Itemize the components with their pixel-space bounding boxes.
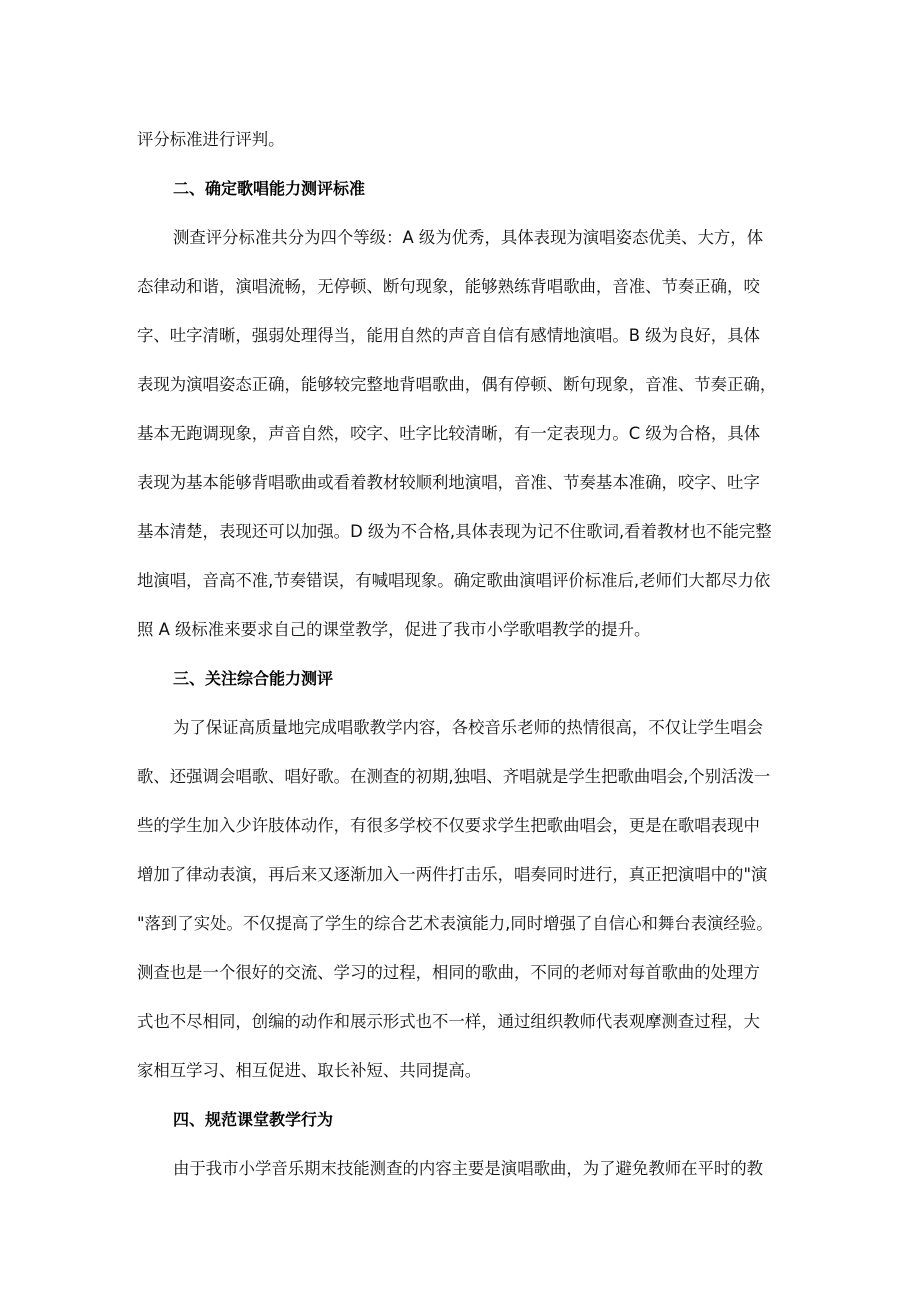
- paragraph-line: 由于我市小学音乐期末技能测查的内容主要是演唱歌曲，为了避免教师在平时的教: [173, 1159, 764, 1178]
- paragraph-line: 家相互学习、相互促进、取长补短、共同提高。: [137, 1061, 482, 1080]
- paragraph-line: 字、吐字清晰，强弱处理得当，能用自然的声音自信有感情地演唱。B 级为良好，具体: [137, 326, 760, 345]
- paragraph-line: 测查也是一个很好的交流、学习的过程，相同的歌曲，不同的老师对每首歌曲的处理方: [137, 963, 760, 982]
- paragraph-line: 态律动和谐，演唱流畅，无停顿、断句现象，能够熟练背唱歌曲，音准、节奏正确，咬: [137, 277, 760, 296]
- paragraph-line: 歌、还强调会唱歌、唱好歌。在测查的初期,独唱、齐唱就是学生把歌曲唱会,个别活泼一: [137, 767, 771, 786]
- section-heading: 二、确定歌唱能力测评标准: [173, 179, 366, 198]
- paragraph-line: "落到了实处。不仅提高了学生的综合艺术表演能力,同时增强了自信心和舞台表演经验。: [137, 914, 773, 933]
- paragraph-line: 为了保证高质量地完成唱歌教学内容，各校音乐老师的热情很高，不仅让学生唱会: [173, 718, 764, 737]
- paragraph-line: 基本无跑调现象，声音自然，咬字、吐字比较清晰，有一定表现力。C 级为合格，具体: [137, 424, 761, 443]
- paragraph-line: 表现为基本能够背唱歌曲或看着教材较顺利地演唱，音准、节奏基本准确，咬字、吐字: [137, 473, 760, 492]
- paragraph-line: 基本清楚，表现还可以加强。D 级为不合格,具体表现为记不住歌词,看着教材也不能完整: [137, 522, 772, 541]
- paragraph-line: 些的学生加入少许肢体动作，有很多学校不仅要求学生把歌曲唱会，更是在歌唱表现中: [137, 816, 760, 835]
- section-heading: 四、规范课堂教学行为: [173, 1110, 334, 1129]
- paragraph-line: 地演唱，音高不准,节奏错误，有喊唱现象。确定歌曲演唱评价标准后,老师们大都尽力依: [137, 571, 771, 590]
- paragraph-line: 式也不尽相同，创编的动作和展示形式也不一样，通过组织教师代表观摩测查过程，大: [137, 1012, 760, 1031]
- paragraph-line: 表现为演唱姿态正确，能够较完整地背唱歌曲，偶有停顿、断句现象，音准、节奏正确，: [137, 375, 777, 394]
- section-heading: 三、关注综合能力测评: [173, 669, 334, 688]
- paragraph-line: 评分标准进行评判。: [137, 130, 285, 149]
- paragraph-line: 增加了律动表演，再后来又逐渐加入一两件打击乐，唱奏同时进行，真正把演唱中的"演: [137, 865, 768, 884]
- paragraph-line: 照 A 级标准来要求自己的课堂教学，促进了我市小学歌唱教学的提升。: [137, 620, 651, 639]
- paragraph-line: 测查评分标准共分为四个等级：A 级为优秀，具体表现为演唱姿态优美、大方，体: [173, 228, 764, 247]
